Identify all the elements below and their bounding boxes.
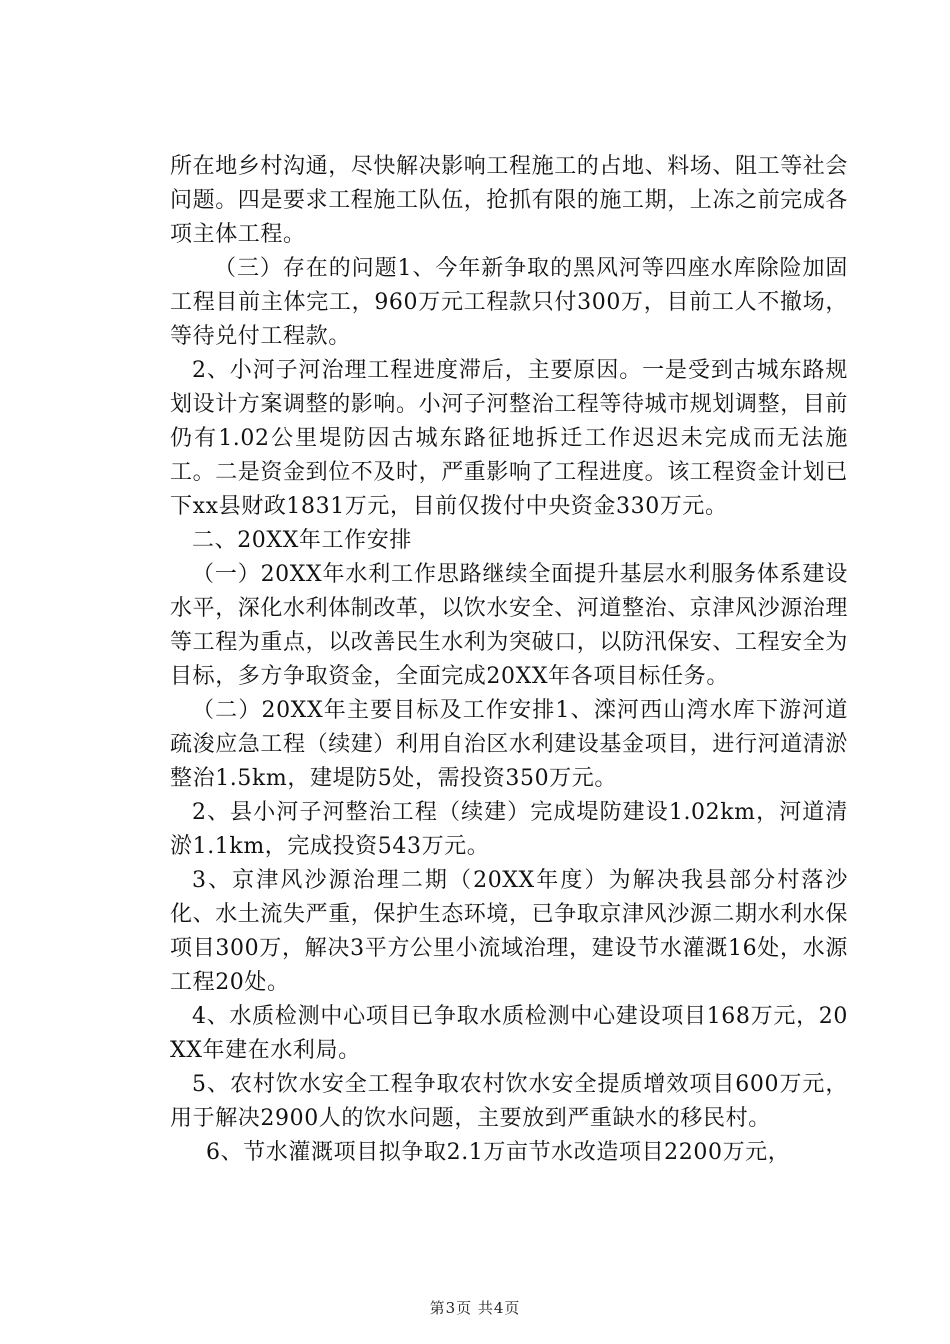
- paragraph-main-goals: （二）20XX年主要目标及工作安排1、滦河西山湾水库下游河道疏浚应急工程（续建）利用自治区水利建设基金项目，进行河道清淤整治1.5km，建堤防5处，需投资350万元。: [170, 698, 849, 791]
- paragraph-item-4: 4、水质检测中心项目已争取水质检测中心建设项目168万元，20XX年建在水利局。: [170, 1004, 848, 1063]
- paragraph-item-2: 2、县小河子河整治工程（续建）完成堤防建设1.02km，河道清淤1.1km，完成投资543万元。: [170, 800, 848, 859]
- paragraph-item-3: 3、京津风沙源治理二期（20XX年度）为解决我县部分村落沙化、水土流失严重，保护生态环境，已争取京津风沙源二期水利水保项目300万，解决3平方公里小流域治理，建设节水灌溉16处，水源工程20处。: [170, 868, 849, 995]
- paragraph-continuation: 所在地乡村沟通，尽快解决影响工程施工的占地、料场、阻工等社会问题。四是要求工程施工队伍，抢抓有限的施工期，上冻之前完成各项主体工程。: [170, 154, 849, 247]
- paragraph-xiaohezi-delay: 2、小河子河治理工程进度滞后，主要原因。一是受到古城东路规划设计方案调整的影响。小河子河整治工程等待城市规划调整，目前仍有1.02公里堤防因古城东路征地拆迁工作迟迟未完成而无法施工。二是资金到位不及时，严重影响了工程进度。该工程资金计划已下xx县财政1831万元，目前仅拨付中央资金330万元。: [170, 358, 849, 519]
- paragraph-work-approach: （一）20XX年水利工作思路继续全面提升基层水利服务体系建设水平，深化水利体制改革，以饮水安全、河道整治、京津风沙源治理等工程为重点，以改善民生水利为突破口，以防汛保安、工程安全为目标，多方争取资金，全面完成20XX年各项目标任务。: [170, 562, 849, 689]
- paragraph-item-6: 6、节水灌溉项目拟争取2.1万亩节水改造项目2200万元，: [206, 1140, 791, 1165]
- paragraph-item-5: 5、农村饮水安全工程争取农村饮水安全提质增效项目600万元，用于解决2900人的饮水问题，主要放到严重缺水的移民村。: [170, 1072, 848, 1131]
- document-body: [170, 150, 848, 1170]
- page-number-footer: 第3页 共4页: [429, 1299, 521, 1317]
- paragraph-existing-problems: （三）存在的问题1、今年新争取的黑风河等四座水库除险加固工程目前主体完工，960万元工程款只付300万，目前工人不撤场，等待兑付工程款。: [170, 256, 848, 349]
- section-heading-work-plan: 二、20XX年工作安排: [192, 528, 412, 553]
